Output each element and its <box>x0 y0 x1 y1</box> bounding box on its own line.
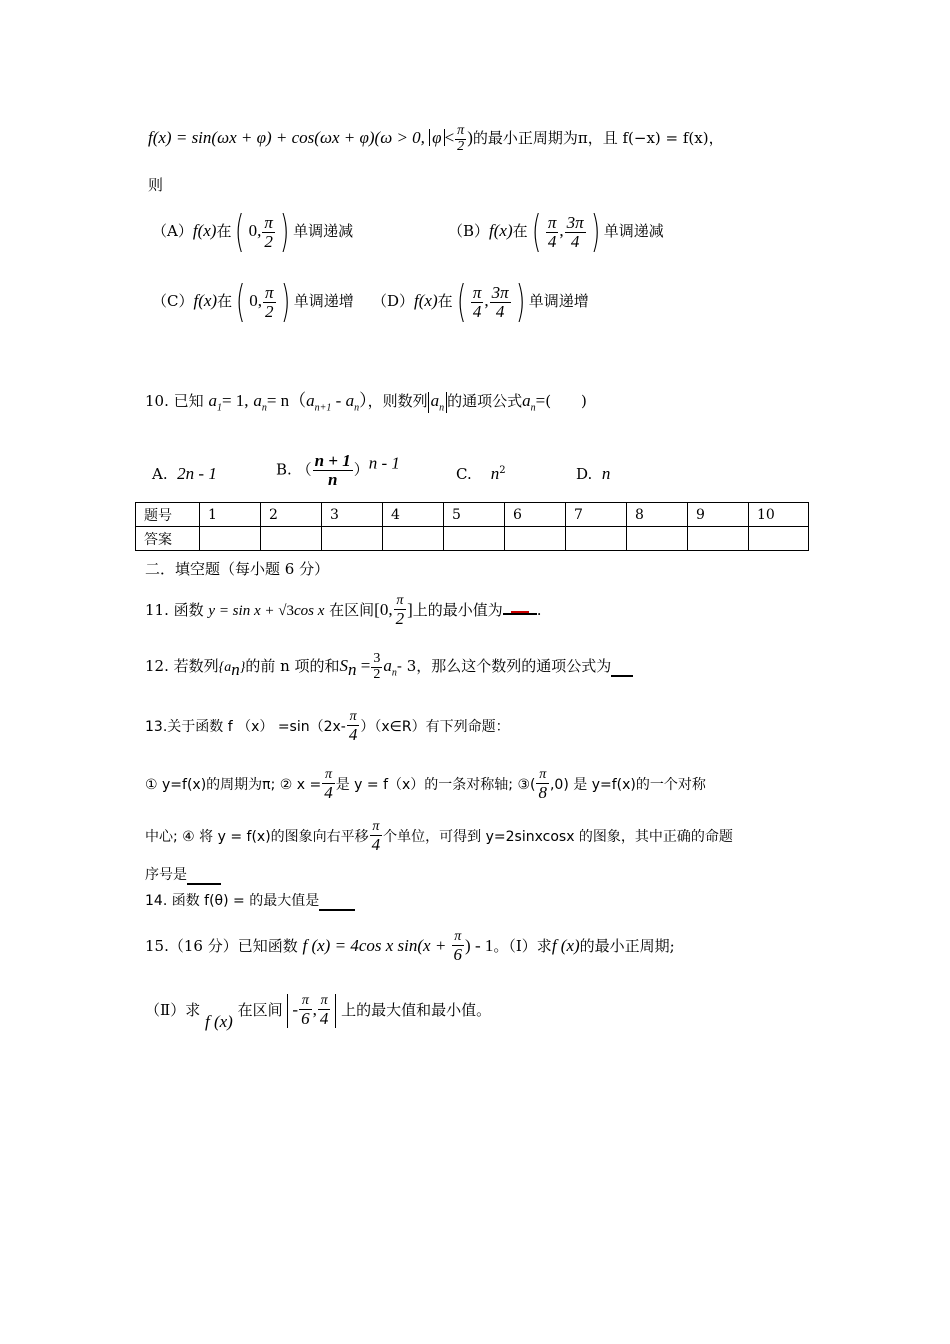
q9-then: 则 <box>148 176 164 194</box>
section2-heading: 二．填空题（每小题 6 分） <box>145 560 330 578</box>
answer-cell[interactable] <box>383 527 444 551</box>
frac-pi-2: $\frac{\pi}{2}$ <box>457 123 465 154</box>
answer-cell[interactable] <box>261 527 322 551</box>
answer-cell[interactable] <box>566 527 627 551</box>
q13-line1: ① y=f(x)的周期为π; ② x = π 4 是 y = f（x）的一条对称轴; ③( π 8 ,0) 是 y=f(x)的一个对称 <box>145 767 706 802</box>
answer-cell[interactable] <box>322 527 383 551</box>
q9-option-b: （B）f(x)在( $\frac{\pi}{4}$ , $\frac{3\pi}{4}$ ) 单调递减 <box>448 206 664 257</box>
q13-line3: 序号是 <box>145 864 221 885</box>
q12-answer-blank[interactable] <box>611 657 633 677</box>
q9-option-c: （C）f(x)在( 0, $\frac{\pi}{2}$ ) 单调递增 <box>152 276 354 327</box>
abs-phi: φ <box>429 129 444 146</box>
q11-answer-blank[interactable] <box>503 611 537 615</box>
q13-answer-blank[interactable] <box>187 865 221 885</box>
q10-option-d: D. n <box>576 464 611 483</box>
q15-interval: - π 6 , π 4 <box>287 994 336 1028</box>
q14-answer-blank[interactable] <box>319 891 355 911</box>
row-label-answer: 答案 <box>136 527 200 551</box>
q9-statement: f(x) = sin(ωx + φ) + cos(ωx + φ)(ω > 0, φ < $\frac{\pi}{2}$ )的最小正周期为π，且 f(−x) = f(x)， <box>148 123 724 154</box>
q13-statement: 13.关于函数 f （x） =sin（2x- π 4 ）（x∈R）有下列命题： <box>145 709 510 744</box>
q10-option-b: B. （ $\frac{n + 1}{n}$ ）$^{n - 1}$ <box>276 451 400 489</box>
q10-statement: 10. 已知 $a_1= 1$, $a_n= n(a_{n+1} - a_n)$，则数列 $a_n$ 的通项公式$a_n=$( ) <box>145 391 587 414</box>
q10-option-c: C. $n^2$ <box>456 464 506 483</box>
answer-cell[interactable] <box>444 527 505 551</box>
answer-table <box>135 502 809 551</box>
q11: 11. 函数 y = sin x + √3cos x 在区间[0, π 2 ]上的最小值为 . <box>145 593 542 628</box>
answer-cell[interactable] <box>749 527 809 551</box>
answer-cell[interactable] <box>688 527 749 551</box>
q9-option-d: （D）f(x)在( $\frac{\pi}{4}$ , $\frac{3\pi}{4}$ ) 单调递增 <box>372 276 589 327</box>
q14: 14. 函数 f(θ) = 的最大值是 <box>145 890 355 911</box>
q10-option-a: A. 2n - 1 <box>152 464 217 483</box>
table-row <box>136 527 809 551</box>
answer-cell[interactable] <box>627 527 688 551</box>
row-label-number: 题号 <box>136 503 200 527</box>
q15-line1: 15.（16 分）已知函数 f (x) = 4cos x sin(x + π 6 ) - 1。（Ⅰ）求f (x)的最小正周期; <box>145 929 675 964</box>
q15-line2: （Ⅱ）求 f (x) 在区间 - π 6 , π 4 上的最大值和最小值。 <box>145 993 492 1031</box>
q9-option-a: （A）f(x)在( 0, $\frac{\pi}{2}$ ) 单调递减 <box>152 206 354 257</box>
q13-line2: 中心; ④ 将 y = f(x)的图象向右平移 π 4 个单位，可得到 y=2sinxcosx 的图象，其中正确的命题 <box>145 819 733 854</box>
answer-cell[interactable] <box>505 527 566 551</box>
q12: 12. 若数列$\{a_n\}$的前 n 项的和$S_n$ = $\frac{3}{2}$ $a_n-$ 3，那么这个数列的通项公式为 <box>145 652 633 682</box>
answer-cell[interactable] <box>200 527 261 551</box>
table-row: 题号 1 2 3 4 5 6 7 8 9 10 <box>136 503 809 527</box>
